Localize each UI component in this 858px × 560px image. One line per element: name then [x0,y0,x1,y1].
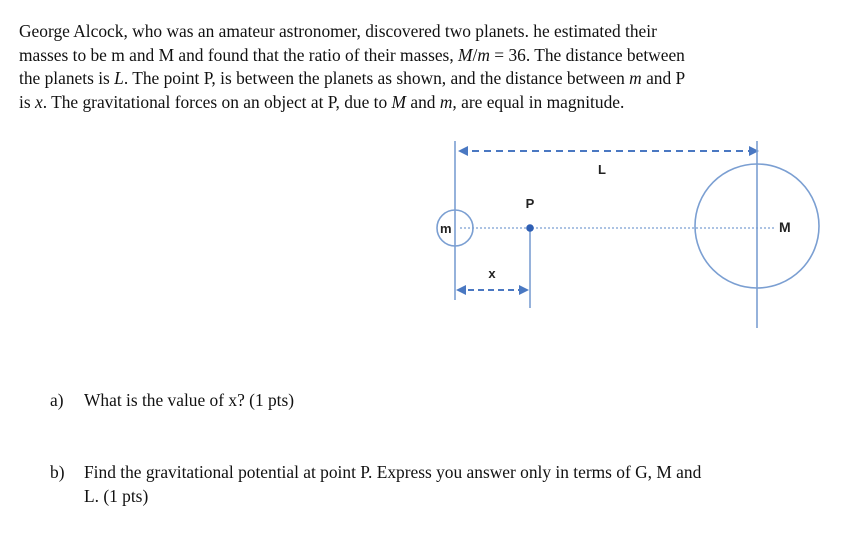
italic-symbol: m [477,44,490,65]
question-b-text [84,461,701,508]
text-run: masses to be m and M and found that the ratio of their masses, [19,44,459,65]
italic-symbol: M [391,91,407,112]
italic-symbol: m [629,68,642,88]
question-a-line: What is the value of x? (1 pts) [84,390,295,410]
text-run: George Alcock, who was an amateur astronomer, discovered two planets. he estimated their [19,21,657,41]
text-run: and [406,91,440,112]
text-run: and P [641,68,686,88]
planet-m-label: m [440,221,452,236]
text-run: = 36. The distance between [489,44,685,65]
point-P-label: P [525,196,535,211]
point-P [526,224,534,232]
distance-L-label: L [598,162,606,177]
distance-x-label: x [488,266,496,281]
text-run: are equal in magnitude. [456,91,625,112]
question-a-letter: a) [50,390,64,410]
text-run: . The point P, is between the planets as shown, and the distance between [123,68,630,88]
text-run: is [19,91,35,112]
question-b-line: L. (1 pts) [84,485,149,506]
text-run: the planets is [19,68,115,88]
text-run: . The gravitational forces on an object at P, due to [42,91,392,112]
italic-symbol: m, [439,91,457,112]
text-run: / [472,44,478,65]
planet-M-label: M [779,219,791,235]
italic-symbol: M [458,44,473,65]
question-a-text [84,389,294,413]
italic-symbol: L [114,68,124,88]
question-b-letter: b) [50,462,65,482]
question-b-line: Find the gravitational potential at point P. Express you answer only in terms of G, M and [84,462,702,482]
italic-symbol: x [34,91,43,112]
